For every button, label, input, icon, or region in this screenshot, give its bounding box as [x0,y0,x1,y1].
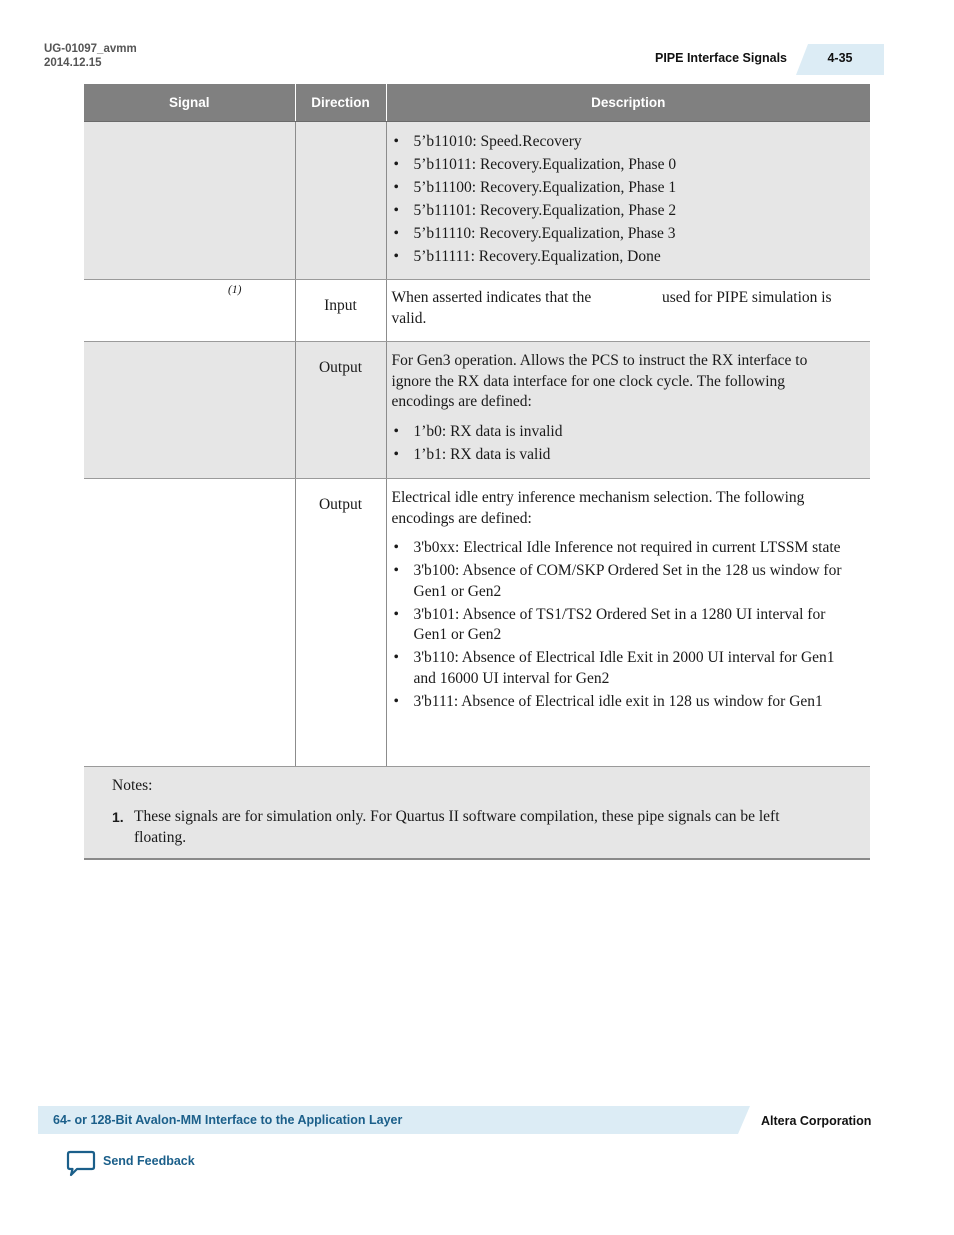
direction-cell: Input [295,280,386,342]
list-item: • 5’b11100: Recovery.Equalization, Phase 1 [392,178,849,199]
direction-cell: Output [295,342,386,479]
list-item: • 3'b0xx: Electrical Idle Inference not required in current LTSSM state [392,538,849,559]
encoding-list [392,422,849,466]
list-item: • 5’b11111: Recovery.Equalization, Done [392,247,849,268]
list-item: • 5’b11010: Speed.Recovery [392,132,849,153]
encoding-list [392,538,849,712]
signal-cell [84,479,295,767]
description-text: Electrical idle entry inference mechanism selection. The following encodings are defined: [391,489,805,527]
description-text: used for PIPE simulation is valid. [391,289,832,327]
list-item: • 5’b11101: Recovery.Equalization, Phase 2 [392,201,849,222]
table-row [84,280,870,342]
column-header-signal: Signal [84,84,295,122]
list-item: • 3'b100: Absence of COM/SKP Ordered Set in the 128 us window for Gen1 or Gen2 [392,561,849,602]
description-cell [386,342,870,479]
description-text: When asserted indicates that the [391,289,592,306]
table-row [84,122,870,280]
list-item: • 5’b11011: Recovery.Equalization, Phase 0 [392,155,849,176]
list-item: • 3'b101: Absence of TS1/TS2 Ordered Set in a 1280 UI interval for Gen1 or Gen2 [392,605,849,646]
table-header-row [84,84,870,122]
signal-cell [84,342,295,479]
table-row [84,342,870,479]
signal-cell [84,122,295,280]
list-item: • 5’b11110: Recovery.Equalization, Phase 3 [392,224,849,245]
signal-cell [84,280,295,342]
note-text: These signals are for simulation only. For Quartus II software compilation, these pipe signals can be left floating. [134,808,780,846]
encoding-list [392,132,849,268]
direction-cell: Output [295,479,386,767]
footnote-reference: (1) [228,284,242,296]
chapter-title: 64- or 128-Bit Avalon-MM Interface to the Application Layer [53,1113,403,1127]
company-name: Altera Corporation [761,1114,872,1128]
section-title: PIPE Interface Signals [655,51,787,65]
column-header-description: Description [386,84,870,122]
description-text: For Gen3 operation. Allows the PCS to instruct the RX interface to ignore the RX data interface for one clock cycle. The following encodings are defined: [391,352,808,410]
pipe-signal-table [84,84,870,767]
page-number-tab [796,44,884,75]
notes-label: Notes: [112,777,153,794]
list-item: • 1’b1: RX data is valid [392,445,849,466]
document-id-block [44,42,137,70]
list-item: • 3'b110: Absence of Electrical Idle Exit in 2000 UI interval for Gen1 and 16000 UI interval for Gen2 [392,648,849,689]
column-header-direction: Direction [295,84,386,122]
page-number: 4-35 [827,51,853,65]
document-date: 2014.12.15 [44,57,102,69]
speech-bubble-icon [66,1150,96,1178]
note-number: 1. [112,809,124,825]
description-cell [386,122,870,280]
description-cell [386,280,870,342]
table-row [84,479,870,767]
chapter-footer-bar [38,1106,750,1134]
document-id: UG-01097_avmm [44,43,137,55]
list-item: • 1’b0: RX data is invalid [392,422,849,443]
direction-cell [295,122,386,280]
description-cell [386,479,870,767]
table-notes [84,767,870,860]
send-feedback-label[interactable]: Send Feedback [103,1154,195,1168]
list-item: • 3'b111: Absence of Electrical idle exit in 128 us window for Gen1 [392,692,849,713]
